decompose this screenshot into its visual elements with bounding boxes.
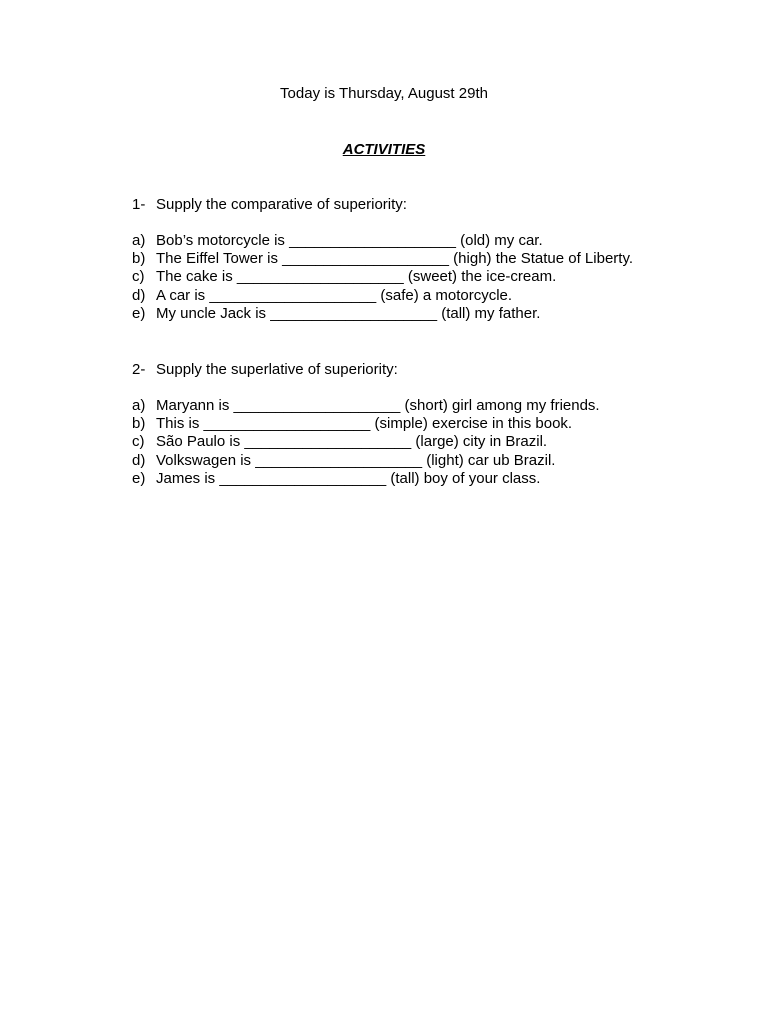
item-letter: e) xyxy=(132,469,146,487)
list-item xyxy=(132,268,732,286)
exercise-items xyxy=(132,397,732,488)
list-item xyxy=(132,232,732,250)
list-item xyxy=(132,415,732,433)
list-item xyxy=(132,433,732,451)
item-letter: b) xyxy=(132,415,146,433)
item-letter: a) xyxy=(132,397,146,414)
page-title: ACTIVITIES xyxy=(342,141,426,158)
item-text: A car is ____________________ (safe) a motorcycle. xyxy=(156,286,513,304)
item-letter: b) xyxy=(132,250,146,268)
item-text: Maryann is ____________________ (short) girl among my friends. xyxy=(156,397,600,414)
item-letter: d) xyxy=(132,286,146,304)
exercise-instruction-text: Supply the comparative of superiority: xyxy=(156,196,407,213)
item-text: My uncle Jack is ____________________ (tall) my father. xyxy=(156,304,541,322)
exercise-2 xyxy=(132,361,732,488)
list-item xyxy=(132,305,732,323)
item-text: Volkswagen is ____________________ (light) car ub Brazil. xyxy=(156,451,556,469)
exercise-instruction xyxy=(132,196,732,214)
item-letter: a) xyxy=(132,232,146,249)
list-item xyxy=(132,250,732,268)
list-item xyxy=(132,470,732,488)
list-item xyxy=(132,452,732,470)
exercise-1 xyxy=(132,196,732,323)
item-text: São Paulo is ____________________ (large) city in Brazil. xyxy=(156,433,548,451)
item-letter: c) xyxy=(132,268,145,286)
date-line: Today is Thursday, August 29th xyxy=(280,85,488,102)
exercise-instruction-text: Supply the superlative of superiority: xyxy=(156,361,398,378)
item-text: James is ____________________ (tall) boy of your class. xyxy=(156,469,541,487)
item-text: Bob’s motorcycle is ____________________ (old) my car. xyxy=(156,232,543,249)
list-item xyxy=(132,287,732,305)
item-text: The Eiffel Tower is ____________________ (high) the Statue of Liberty. xyxy=(156,250,634,268)
exercise-number: 2- xyxy=(132,361,146,378)
exercise-instruction xyxy=(132,361,732,379)
list-item xyxy=(132,397,732,415)
item-text: This is ____________________ (simple) exercise in this book. xyxy=(156,415,573,433)
exercise-items xyxy=(132,232,732,323)
item-letter: d) xyxy=(132,451,146,469)
exercise-number: 1- xyxy=(132,196,146,213)
item-letter: c) xyxy=(132,433,145,451)
item-letter: e) xyxy=(132,304,146,322)
item-text: The cake is ____________________ (sweet) the ice-cream. xyxy=(156,268,557,286)
